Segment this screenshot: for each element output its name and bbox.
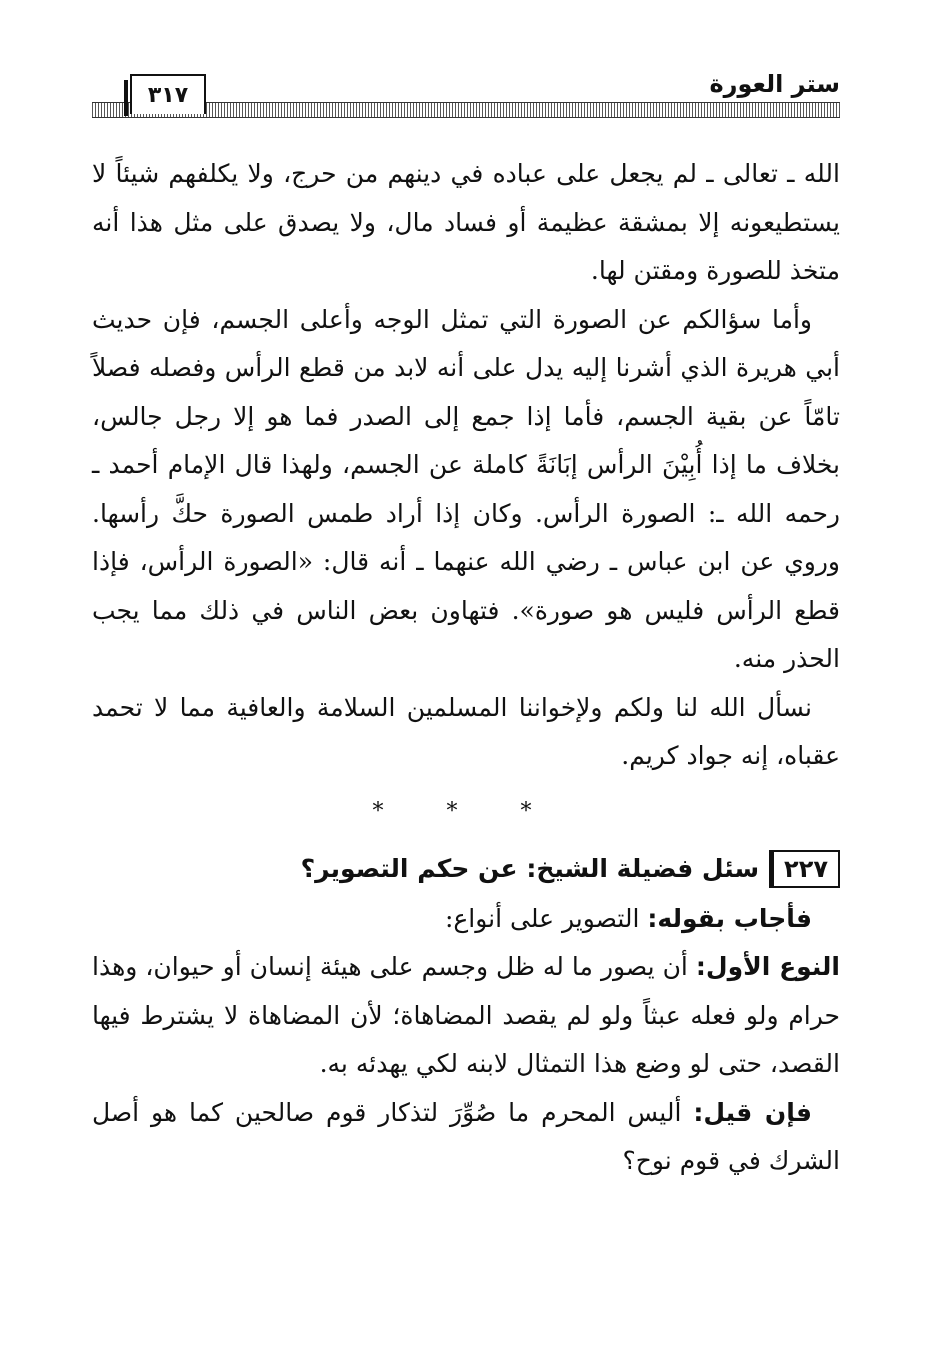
answer-intro [92, 895, 840, 944]
question-heading [92, 843, 840, 895]
question-text: سئل فضيلة الشيخ: عن حكم التصوير؟ [300, 853, 760, 883]
objection-text: أليس المحرم ما صُوِّرَ لتذكار قوم صالحين كما هو أصل الشرك في قوم نوح؟ [92, 1097, 840, 1175]
answer-lead: فأجاب بقوله: [647, 903, 812, 933]
paragraph-2: وأما سؤالكم عن الصورة التي تمثل الوجه وأعلى الجسم، فإن حديث أبي هريرة الذي أشرنا إليه يدل على أنه لابد من قطع الرأس وفصله فصلاً تامّاً عن بقية الجسم، فأما إذا جمع إلى الصدر فما هو إلا رجل جالس، بخلاف ما إذا أُبِيْنَ الرأس إبَانَةً كاملة عن الجسم، ولهذا قال الإمام أحمد ـ رحمه الله ـ: الصورة الرأس. وكان إذا أراد طمس الصورة حكَّ رأسها. وروي عن ابن عباس ـ رضي الله عنهما ـ أنه قال: «الصورة الرأس، فإذا قطع الرأس فليس هو صورة». فتهاون بعض الناس في ذلك مما يجب الحذر منه. [92, 304, 840, 673]
objection-label: فإن قيل: [693, 1097, 812, 1127]
page-number: ٣١٧ [130, 74, 206, 114]
paragraph-3: نسأل الله لنا ولكم ولإخواننا المسلمين السلامة والعافية مما لا تحمد عقباه، إنه جواد كريم. [92, 692, 840, 770]
paragraph-1: الله ـ تعالى ـ لم يجعل على عباده في دينهم من حرج، ولا يكلفهم شيئاً لا يستطيعونه إلا بمشقة عظيمة أو فساد مال، ولا يصدق على مثل هذا أنه متخذ للصورة ومقتن لها. [92, 159, 840, 285]
question-number: ٢٢٧ [769, 850, 840, 888]
page-header [92, 68, 840, 118]
running-title: ستر العورة [702, 70, 841, 98]
page-body [92, 150, 840, 1186]
type-one-text: أن يصور ما له ظل وجسم على هيئة إنسان أو حيوان، وهذا حرام ولو فعله عبثاً ولو لم يقصد المضاهاة؛ لأن المضاهاة لا يشترط فيها القصد، حتى لو وضع هذا التمثال لابنه لكي يهدئه به. [92, 952, 840, 1078]
answer-text: التصوير على أنواع: [444, 903, 640, 933]
type-one-paragraph [92, 943, 840, 1089]
section-separator: * * * [372, 798, 560, 824]
objection-paragraph [92, 1089, 840, 1186]
type-one-label: النوع الأول: [695, 952, 840, 981]
